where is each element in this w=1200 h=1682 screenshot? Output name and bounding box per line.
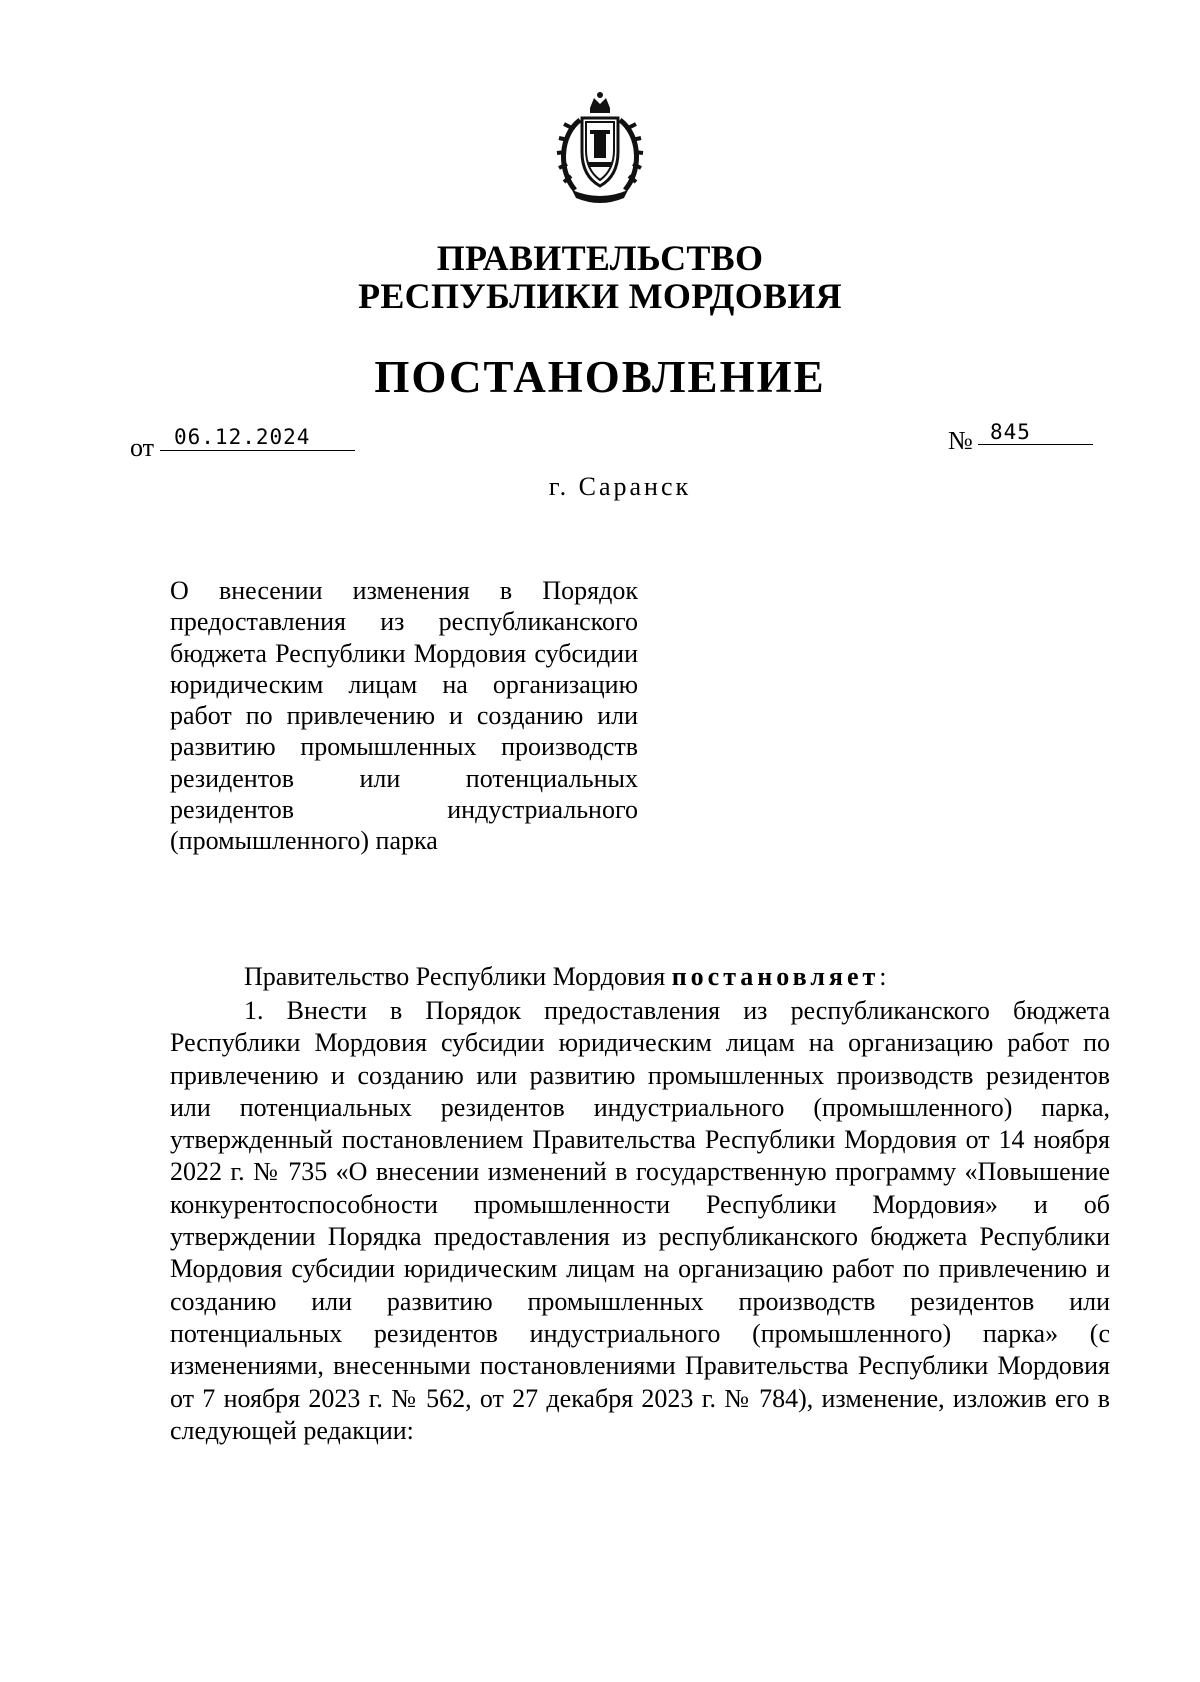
coat-of-arms-icon <box>550 90 650 208</box>
government-title-line1: ПРАВИТЕЛЬСТВО <box>436 238 764 278</box>
document-number <box>948 420 1108 456</box>
intro-text: Правительство Республики Мордовия <box>244 962 666 991</box>
intro-end: : <box>879 962 887 991</box>
number-prefix: № <box>948 426 973 455</box>
government-title-line2: РЕСПУБЛИКИ МОРДОВИЯ <box>358 276 842 316</box>
date-prefix: от <box>130 433 155 462</box>
number-value: 845 <box>978 420 1093 445</box>
decree-word: постановляет <box>671 962 880 991</box>
document-subject: О внесении изменения в Порядок предоставления из республиканского бюджета Республики Мордовия субсидии юридическим лицам на организацию работ по привлечению и созданию или развитию промышленных производств резидентов или потенциальных резидентов индустриального (промышленного) парка <box>170 576 638 856</box>
paragraph-item-1: 1. Внести в Порядок предоставления из республиканского бюджета Республики Мордовия субсидии юридическим лицам на организацию работ по привлечению и созданию или развитию промышленных производств резидентов или потенциальных резидентов индустриального (промышленного) парка, утвержденный постановлением Правительства Республики Мордовия от 14 ноября 2022 г. № 735 «О внесении изменений в государственную программу «Повышение конкурентоспособности промышленности Республики Мордовия» и об утверждении Порядка предоставления из республиканского бюджета Республики Мордовия субсидии юридическим лицам на организацию работ по привлечению и созданию или развитию промышленных производств резидентов или потенциальных резидентов индустриального (промышленного) парка» (с изменениями, внесенными постановлениями Правительства Республики Мордовия от 7 ноября 2023 г. № 562, от 27 декабря 2023 г. № 784), изменение, изложив его в следующей редакции: <box>170 996 1110 1445</box>
city: г. Саранск <box>548 472 692 501</box>
decree-intro <box>244 961 887 993</box>
document-type: ПОСТАНОВЛЕНИЕ <box>374 352 826 402</box>
date-value: 06.12.2024 <box>160 425 355 451</box>
